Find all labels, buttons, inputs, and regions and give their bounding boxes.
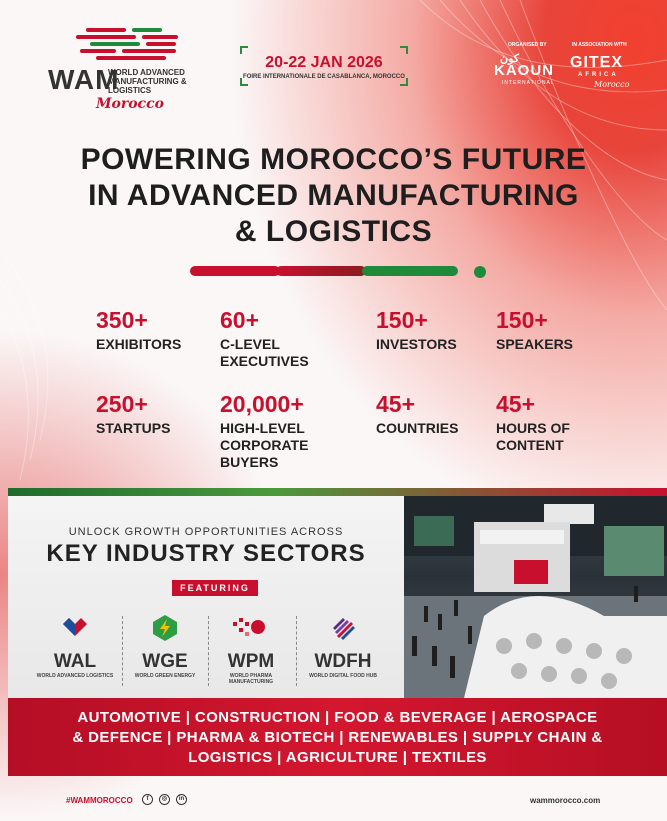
wdfh-logo-icon	[329, 614, 357, 642]
divider-red-segment	[190, 266, 280, 276]
facebook-icon[interactable]: f	[142, 794, 153, 805]
headline-line-3: & LOGISTICS	[234, 215, 433, 248]
gitex-africa-label: AFRICA	[578, 72, 619, 78]
sectors-panel	[8, 496, 404, 698]
industries-line-3: LOGISTICS | AGRICULTURE | TEXTILES	[188, 749, 487, 766]
kaoun-logo: KAOUN	[494, 62, 554, 79]
footer-hashtag[interactable]: #WAMMOROCCO	[66, 796, 133, 805]
kaoun-subtitle: INTERNATIONAL	[502, 80, 555, 86]
event-date-box	[240, 46, 408, 86]
wpm-logo-icon	[231, 614, 271, 642]
sector-wal: WAL WORLD ADVANCED LOGISTICS	[32, 614, 118, 679]
divider-dark-segment	[276, 266, 366, 276]
instagram-icon[interactable]: ◎	[159, 794, 170, 805]
logo-subtitle: WORLD ADVANCED MANUFACTURING & LOGISTICS	[108, 68, 187, 95]
exhibition-photo	[404, 496, 667, 698]
sectors-intro: UNLOCK GROWTH OPPORTUNITIES ACROSS	[68, 526, 344, 538]
stat-startups: 250+ STARTUPS	[96, 391, 171, 436]
headline-line-2: IN ADVANCED MANUFACTURING	[88, 179, 579, 212]
sectors-title: KEY INDUSTRY SECTORS	[46, 540, 366, 567]
logo-script: Morocco	[96, 96, 164, 112]
linkedin-icon[interactable]: in	[176, 794, 187, 805]
event-venue: FOIRE INTERNATIONALE DE CASABLANCA, MOROCCO	[243, 74, 405, 80]
exhibition-photo-illustration	[404, 496, 667, 698]
divider-dot	[474, 266, 486, 278]
industries-line-2: & DEFENCE | PHARMA & BIOTECH | RENEWABLES | SUPPLY CHAIN &	[72, 729, 603, 746]
gitex-script: Morocco	[594, 80, 630, 89]
featuring-badge: FEATURING	[172, 580, 258, 596]
footer-website-link[interactable]: wammorocco.com	[530, 796, 601, 805]
headline	[40, 142, 627, 250]
logo-wordmark: WAM	[48, 64, 120, 95]
stat-executives: 60+ C-LEVEL EXECUTIVES	[220, 307, 309, 369]
stat-speakers: 150+ SPEAKERS	[496, 307, 574, 352]
stat-countries: 45+ COUNTRIES	[376, 391, 459, 436]
wge-logo-icon	[151, 614, 179, 642]
association-label: IN ASSOCIATION WITH	[572, 42, 627, 48]
stat-content-hours: 45+ HOURS OF CONTENT	[496, 391, 570, 453]
stat-investors: 150+ INVESTORS	[376, 307, 457, 352]
sector-wge: WGE WORLD GREEN ENERGY	[122, 614, 208, 679]
industries-band	[8, 698, 667, 776]
organised-by-label: ORGANISED BY	[508, 42, 547, 48]
stat-buyers: 20,000+ HIGH-LEVEL CORPORATE BUYERS	[220, 391, 309, 470]
industries-line-1: AUTOMOTIVE | CONSTRUCTION | FOOD & BEVERAGE | AEROSPACE	[77, 709, 598, 726]
sector-separator	[296, 616, 297, 686]
sector-wdfh: WDFH WORLD DIGITAL FOOD HUB	[300, 614, 386, 679]
event-date: 20-22 JAN 2026	[265, 54, 383, 71]
sector-wpm: WPM WORLD PHARMA MANUFACTURING	[208, 614, 294, 685]
headline-line-1: POWERING MOROCCO’S FUTURE	[80, 143, 587, 176]
wam-logo-mark	[76, 26, 186, 62]
stat-exhibitors: 350+ EXHIBITORS	[96, 307, 182, 352]
kaoun-arabic-logo: كون	[500, 53, 519, 65]
divider-green-segment	[362, 266, 458, 276]
color-band	[8, 488, 667, 496]
gitex-logo: GITEX	[570, 54, 624, 71]
wal-logo-icon	[61, 614, 89, 642]
